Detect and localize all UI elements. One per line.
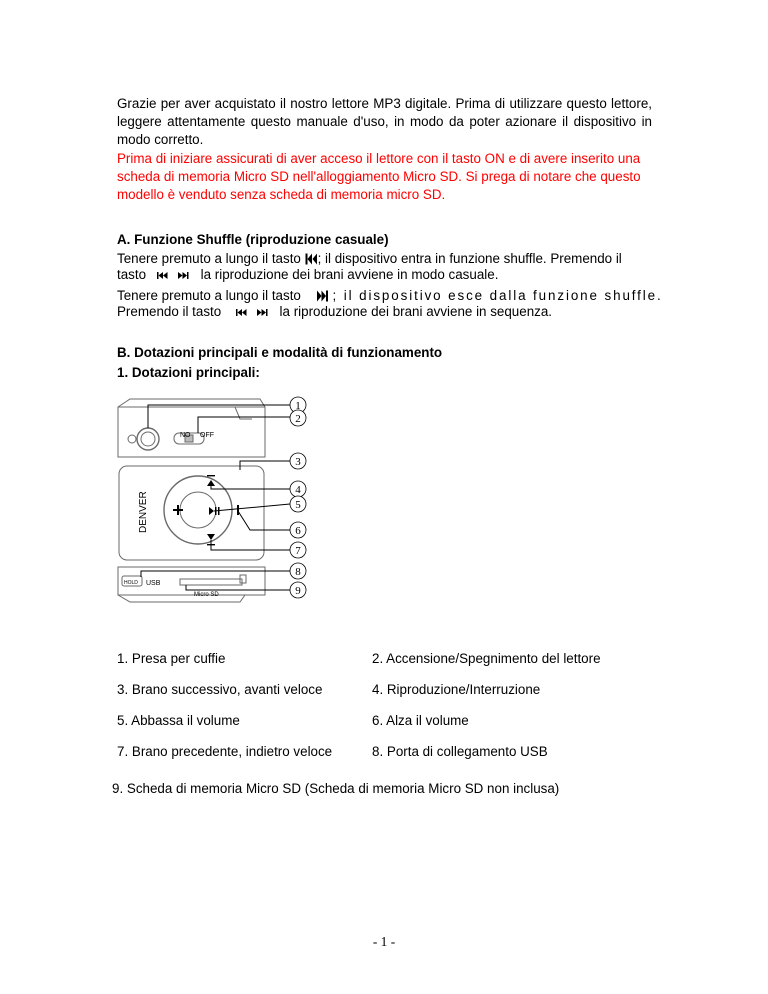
text: la riproduzione dei brani avviene in modo casuale. [200,267,499,282]
text: Tenere premuto a lungo il tasto [117,251,301,266]
text: Tenere premuto a lungo il tasto [117,288,301,303]
callout-7: 7 [295,545,301,557]
skip-back-icon [305,253,318,265]
legend-item: 4. Riproduzione/Interruzione [372,682,541,697]
brand-logo: DENVER [138,491,149,533]
legend-item: 8. Porta di collegamento USB [372,744,548,759]
page-number: - 1 - [372,934,396,949]
callout-5: 5 [295,499,301,511]
section-a-p1-line2 [117,266,498,284]
callout-9: 9 [295,585,301,597]
microsd-label: Micro SD [194,592,219,598]
legend-item: 7. Brano precedente, indietro veloce [117,744,333,759]
callout-2: 2 [295,413,301,425]
prev-next-icon [157,271,193,280]
switch-off-label: OFF [200,432,214,439]
legend-item: 2. Accensione/Spegnimento del lettore [372,651,601,666]
section-b-subtitle: 1. Dotazioni principali: [117,365,260,380]
switch-on-label: NO [180,432,191,439]
features-legend [117,651,601,775]
callout-1: 1 [295,400,301,412]
text: la riproduzione dei brani avviene in sequenza. [279,304,553,319]
callout-4: 4 [295,484,301,496]
hold-label: HOLD [124,580,138,586]
legend-item: 5. Abbassa il volume [117,713,240,728]
prev-next-icon [236,308,272,317]
callout-3: 3 [295,456,301,468]
text: tasto [117,267,147,282]
skip-forward-icon [316,290,329,302]
warning-paragraph: Prima di iniziare assicurati di aver acceso il lettore con il tasto ON e di avere inserito una scheda di memoria Micro SD nell'alloggiamento Micro SD. Si prega di notare che questo modello è venduto senza scheda di memoria micro SD. [117,151,641,202]
section-b-title: B. Dotazioni principali e modalità di funzionamento [117,345,443,360]
legend-item: 6. Alza il volume [372,713,469,728]
legend-item: 3. Brano successivo, avanti veloce [117,682,323,697]
intro-paragraph: Grazie per aver acquistato il nostro lettore MP3 digitale. Prima di utilizzare questo lettore, leggere attentamente questo manuale d'uso, in modo da poter azionare il dispositivo in modo corretto. [117,96,652,147]
legend-item: 1. Presa per cuffie [117,651,226,666]
device-diagram [110,395,325,610]
section-a-title: A. Funzione Shuffle (riproduzione casuale) [117,232,389,247]
legend-item-9: 9. Scheda di memoria Micro SD (Scheda di memoria Micro SD non inclusa) [112,781,560,796]
text: Premendo il tasto [117,304,222,319]
text: ; il dispositivo entra in funzione shuffle. Premendo il [317,251,622,266]
callout-8: 8 [295,566,301,578]
section-a-p2-line2 [117,303,552,321]
usb-label: USB [146,580,161,587]
text: ; il dispositivo esce dalla funzione shuffle. [332,288,663,303]
callout-6: 6 [295,525,301,537]
